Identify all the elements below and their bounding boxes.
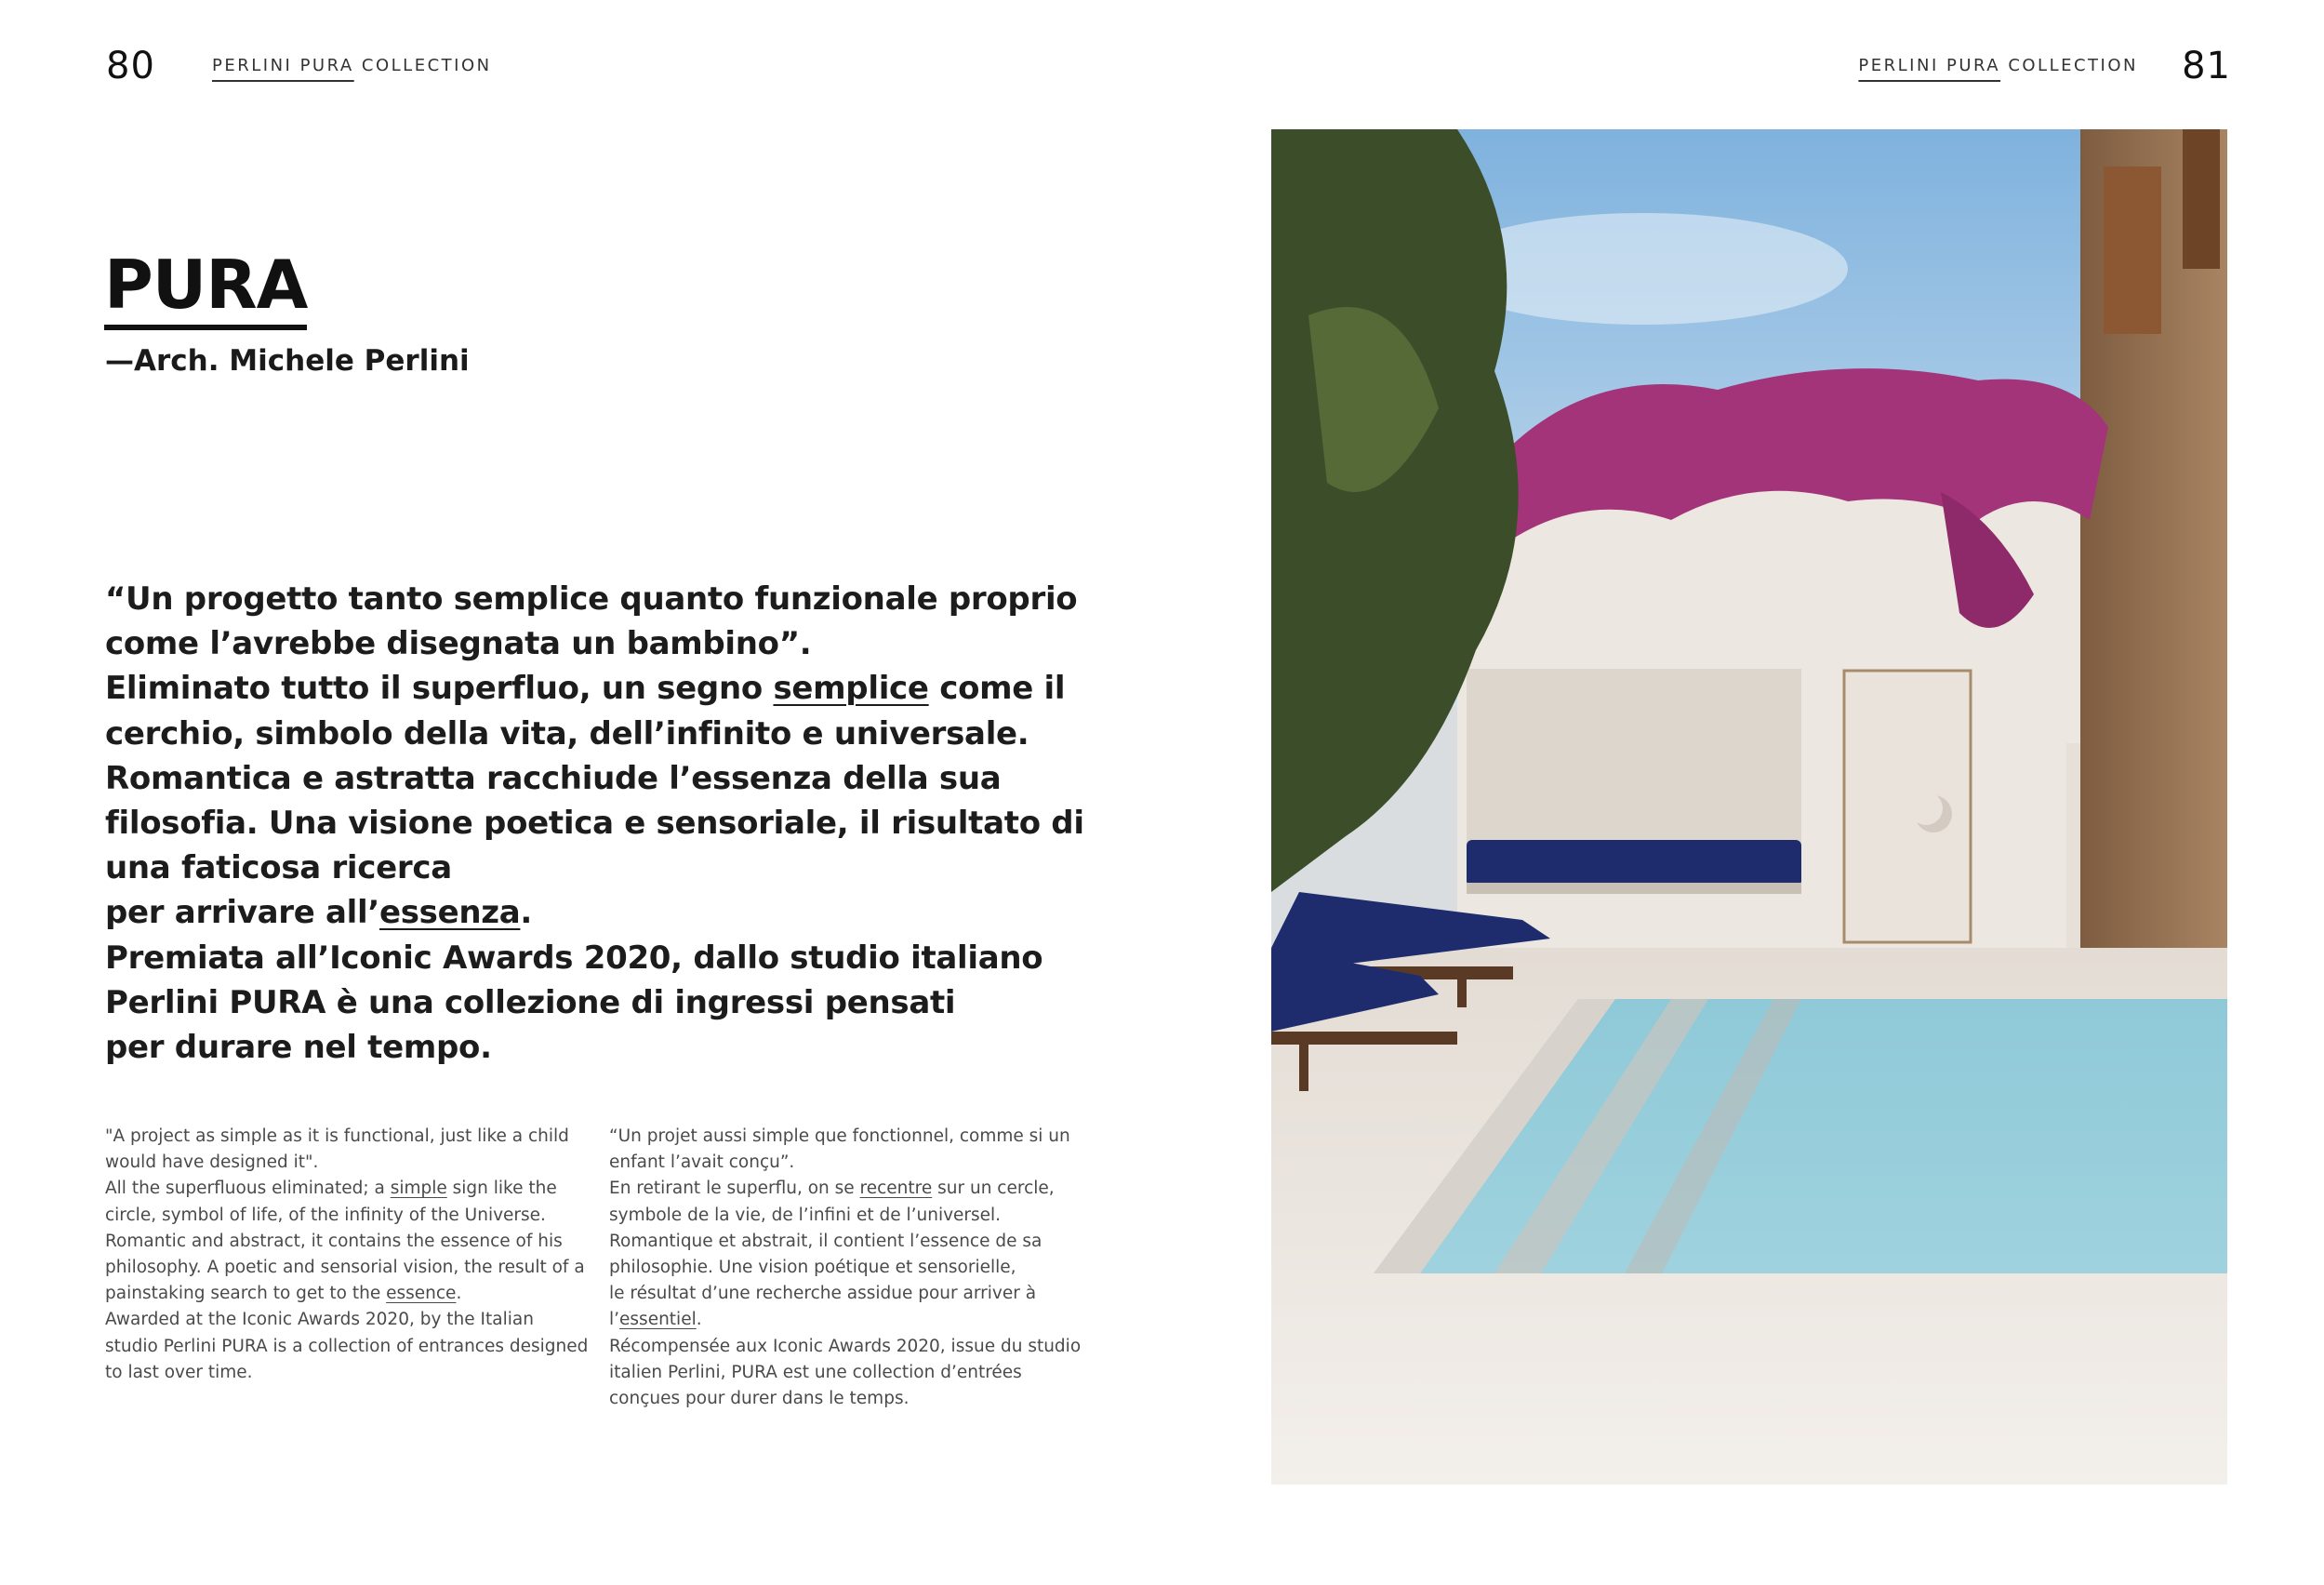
page-number-left: 80 bbox=[106, 45, 155, 87]
courtyard-pool-photo bbox=[1271, 129, 2227, 1485]
lead-p2-underlined: semplice bbox=[773, 670, 929, 708]
english-quote: "A project as simple as it is functional, just like a child would have designed it". bbox=[105, 1126, 569, 1173]
running-head-right bbox=[1858, 56, 2138, 75]
french-p2-underlined-2: essentiel bbox=[619, 1310, 697, 1330]
italian-lead-text bbox=[105, 577, 1091, 1070]
running-head-left-underlined: PERLINI PURA bbox=[212, 56, 354, 75]
french-paragraph-2 bbox=[609, 1176, 1093, 1333]
french-p2-text: En retirant le superflu, on se bbox=[609, 1179, 860, 1199]
lead-p3-line2: per durare nel tempo. bbox=[105, 1029, 492, 1067]
lead-p2-line2-underlined: essenza bbox=[378, 894, 521, 932]
lead-p2-line2-end: . bbox=[520, 894, 533, 932]
lead-p3-text: Premiata all’Iconic Awards 2020, dallo studio italiano Perlini PURA è una collezione di ingressi pensati bbox=[105, 939, 1043, 1021]
running-head-left-rest: COLLECTION bbox=[353, 56, 492, 75]
blue-bench-cushions bbox=[1467, 840, 1801, 886]
english-column bbox=[105, 1124, 589, 1386]
running-head-left bbox=[212, 56, 492, 75]
french-p2-underlined: recentre bbox=[859, 1179, 933, 1199]
french-paragraph-3: Récompensée aux Iconic Awards 2020, issue du studio italien Perlini, PURA est une collection d’entrées conçues pour durer dans le temps. bbox=[609, 1336, 1082, 1409]
lead-p2-line2: per arrivare all’ bbox=[105, 894, 379, 932]
lead-p2-text-after: come il cerchio, simbolo della vita, dell’infinito e universale. Romantica e astratta racchiude l’essenza della sua filosofia. Una visione poetica e sensoriale, il risultato di una faticosa ricerca bbox=[105, 670, 1084, 887]
english-p2-text: All the superfluous eliminated; a bbox=[105, 1179, 391, 1199]
english-paragraph-2 bbox=[105, 1176, 589, 1307]
english-p2-underlined-2: essence bbox=[386, 1284, 457, 1304]
lead-paragraph-3 bbox=[105, 936, 1091, 1071]
lead-p2-text: Eliminato tutto il superfluo, un segno bbox=[105, 670, 774, 708]
french-p2-end: . bbox=[696, 1310, 702, 1330]
french-p2-line2: le résultat d’une recherche assidue pour arriver à bbox=[609, 1284, 1037, 1304]
french-p2-line3: l’ bbox=[609, 1310, 620, 1330]
english-p2-end: . bbox=[456, 1284, 462, 1304]
page-title: PURA bbox=[104, 246, 307, 330]
author-line: —Arch. Michele Perlini bbox=[105, 344, 470, 378]
lead-quote: “Un progetto tanto semplice quanto funzionale proprio come l’avrebbe disegnata un bambino”. bbox=[105, 580, 1078, 663]
bench-base bbox=[1467, 883, 1801, 894]
running-head-right-rest: COLLECTION bbox=[2000, 56, 2138, 75]
english-paragraph-3: Awarded at the Iconic Awards 2020, by the Italian studio Perlini PURA is a collection of entrances designed to last over time. bbox=[105, 1310, 589, 1382]
page-number-right: 81 bbox=[2182, 45, 2231, 87]
french-quote: “Un projet aussi simple que fonctionnel, comme si un enfant l’avait conçu”. bbox=[609, 1126, 1070, 1173]
english-p2-text-after: sign like the circle, symbol of life, of the infinity of the Universe. Romantic and abstract, it contains the essence of his philosophy. A poetic and sensorial vision, the result of a painstaking search to get to the bbox=[105, 1179, 585, 1304]
lead-paragraph-2 bbox=[105, 666, 1091, 935]
english-p2-underlined: simple bbox=[390, 1179, 447, 1199]
french-p2-text-after: sur un cercle, symbole de la vie, de l’infini et de l’universel. Romantique et abstrait, il contient l’essence de sa philosophie. Une vision poétique et sensorielle, bbox=[609, 1179, 1055, 1278]
wooden-shutter bbox=[2104, 166, 2161, 334]
french-column bbox=[609, 1124, 1093, 1412]
courtyard-illustration bbox=[1271, 129, 2227, 1485]
running-head-right-underlined: PERLINI PURA bbox=[1858, 56, 2001, 75]
pura-door bbox=[1844, 671, 1971, 942]
wooden-shutter-2 bbox=[2183, 129, 2220, 269]
